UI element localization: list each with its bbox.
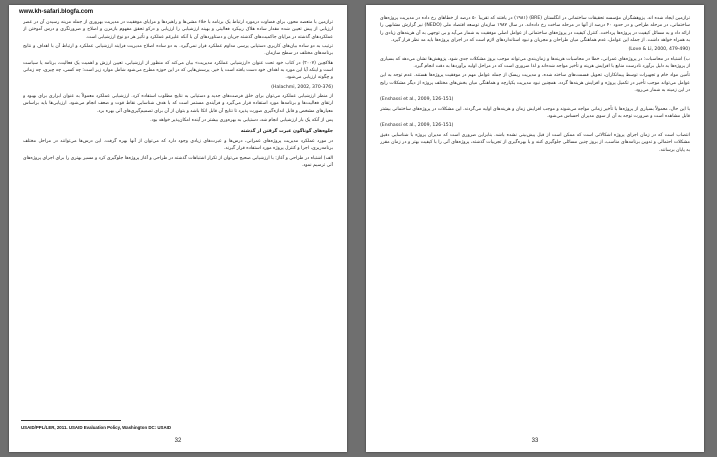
- paragraph: الف) اشتباه در طراحی و آغاز: با ارزشیابی صحیح می‌توان از تکرار اشتباهات گذشته در طراحی و آغاز پروژه‌ها جلوگیری کرد و مسیر بهتری را برای اجرای پروژه‌های آتی ترسیم نمود.: [23, 155, 333, 168]
- paragraph: تأمین مواد خام و تجهیزات توسط پیمانکاران، تحویل قسمت‌های ساخته شده، و مدیریت ریسک از جمله عوامل مهم در موفقیت پروژه‌ها هستند. عدم توجه به این عوامل می‌تواند موجب تأخیر در تکمیل پروژه و افزایش هزینه‌ها گردد. همچنین نبود مدیریت یکپارچه و هماهنگی میان بخش‌های مختلف پروژه از دیگر مشکلات رایج در این زمینه به شمار می‌رود.: [380, 73, 690, 94]
- footnote-divider: [21, 420, 121, 421]
- paragraph: ب) اشتباه در محاسبات: در پروژه‌های عمرانی، خطا در محاسبات هزینه‌ها و زمان‌بندی می‌تواند موجب بروز مشکلات جدی شود. پژوهش‌ها نشان می‌دهد که بسیاری از پروژه‌ها به دلیل برآورد نادرست منابع با افزایش هزینه و تأخیر مواجه شده‌اند و لذا ضروری است که در مراحل اولیه برآوردها به دقت انجام گیرد.: [380, 56, 690, 70]
- header-url: www.kh-safari.blogfa.com: [19, 9, 94, 15]
- paragraph: انتصاب است که در زمان اجرای پروژه اشکالاتی است که ممکن است از قبل پیش‌بینی نشده باشد. بنابراین ضروری است که مدیران پروژه با شناسایی دقیق مشکلات احتمالی و تدوین برنامه‌های مناسب، از بروز چنین مسائلی جلوگیری کنند و با بهره‌گیری از تجربیات گذشته، پروژه‌های آتی را با کیفیت بهتر و در زمان مقرر به پایان برسانند.: [380, 132, 690, 153]
- left-page-body: [23, 19, 333, 428]
- paragraph: هلاکچین (۲۰۰۷) در کتاب خود تحت عنوان «ارزشیابی عملکرد مدیریت» بیان می‌کند که منظور از ارزشیابی، تعیین ارزش و اهمیت یک فعالیت، برنامه یا سیاست است و اینکه آیا این مورد به اهداف خود دست یافته است یا خیر. پرسش‌هایی که در این حوزه مطرح می‌شود شامل موارد زیر است: چه کسی، چه چیزی، چه زمانی و چگونه ارزیابی می‌شود.: [23, 60, 333, 81]
- footnote: USAID/PPL/LER, 2011. USAID Evaluation Policy, Washington DC: USAID: [21, 425, 172, 430]
- right-page: [366, 5, 704, 452]
- paragraph: ترازمین ایجاد شده اند. پژوهشگران مؤسسه تحقیقات ساختمانی در انگلستان (BRE) (۱۹۸۱) در یافتند که تقریباً ۵۰ درصد از خطاهای رخ داده در مدیریت پروژه‌های ساختمانی، در مرحله طراحی و در حدود ۴۰ درصد از آنها در مرحله ساخت رخ داده‌اند. در سال ۱۹۸۷ سازمان توسعه اقتصاد ملی (NEDO) نیز گزارش مشابهی را ارائه داد و به مسائل کیفیت در پروژه‌ها پرداخت. کنترل کیفیت در پروژه‌های ساختمانی از عوامل اصلی موفقیت به شمار می‌آید و بی توجهی به آن هزینه‌های زیادی را به همراه خواهد داشت. از جمله این عوامل، عدم هماهنگی میان طراحان و مجریان و نبود استانداردهای لازم است که در اجرای پروژه‌ها باید مد نظر قرار گیرد.: [380, 16, 690, 44]
- right-page-body: [380, 15, 690, 432]
- paragraph: با این حال، معمولاً بسیاری از پروژه‌ها با تأخیر زمانی مواجه می‌شوند و موجب افزایش زمان و هزینه‌های اولیه می‌گردند. این مشکلات در پروژه‌های ساختمانی بیشتر قابل مشاهده است و ضرورت توجه به آن از سوی مدیران احساس می‌شود.: [380, 106, 690, 120]
- page-number: 32: [174, 438, 182, 444]
- paragraph: ترازمین با متعصه محور، برای فضاوت درمورد ارتباط یک برنامه با خلاء مشی‌ها و راهبردها و مزایای موفقیت در مدیریت بهروری از جمله مزینه رسیدن آن در عصر ارزیابی از پیش تعیین شده مقدار ساده هلاک ربیکرد فعالیتی و بهینه ارزشیابی را ارزیابی و درکو تحقق مفهوم بازمزن و اصلاح و ضرورتگری و درس آموختن از عملکردهای گذشته در مزایای جاکمیت‌های گذشته جریان و دستاوردهای آن با آنکه علیرغم عملکرد و تأثیر هر دو نوع ارزشیابی است.: [23, 20, 333, 40]
- section-heading: جلوه‌های گوناگون عبرت گرفتن از گذشته: [240, 129, 333, 135]
- citation: (Enshassi et al., 2009, 126-151): [380, 123, 454, 129]
- paragraph: پس از آنکه یک بار ارزشیابی انجام شد، دستیابی به بهره‌وری بیشتر در آینده امکان‌پذیر خواهد بود.: [150, 118, 333, 124]
- citation: (Love & Li, 2000, 479-490): [628, 47, 690, 53]
- left-page: [9, 5, 347, 452]
- paragraph: در مورد عملکرد مدیریت پروژه‌های عمرانی، درس‌ها و عبرت‌های زیادی وجود دارد که می‌توان از آنها بهره گرفت. این درس‌ها می‌توانند در مراحل مختلف برنامه‌ریزی، اجرا و کنترل پروژه مورد استفاده قرار گیرند.: [23, 138, 333, 152]
- page-number: 33: [531, 438, 539, 444]
- paragraph: ترتیب به دو ساده بیان‌های کاربری دستیابی پرسی مداوم عملکرد قرار نمی‌گیرد. به دو ساده اصلاح مدیریت فرایند ارزشیابی عملکرد و ارتباط آن با اهداف و نتایج برنامه‌های مختلف در سطح سازمان.: [23, 44, 333, 57]
- citation: (Enshassi et al., 2009, 126-151): [380, 97, 454, 103]
- citation: (Halachmi, 2002, 370-376): [271, 84, 333, 90]
- paragraph: از منظر ارزشیابی عملکرد می‌توان برای خلق فرصت‌های جدید و دستیابی به نتایج مطلوب استفاده کرد. ارزشیابی عملکرد معمولاً به عنوان ابزاری برای بهبود و ارتقای فعالیت‌ها و برنامه‌ها مورد استفاده قرار می‌گیرد و فرآیندی مستمر است که با هدف شناسایی نقاط قوت و ضعف انجام می‌شود. ارزیابی‌ها باید براساس معیارهای مشخص و قابل اندازه‌گیری صورت پذیرد تا نتایج آن قابل اتکا باشد و بتوان از آن برای تصمیم‌گیری‌های آتی بهره برد.: [23, 94, 333, 114]
